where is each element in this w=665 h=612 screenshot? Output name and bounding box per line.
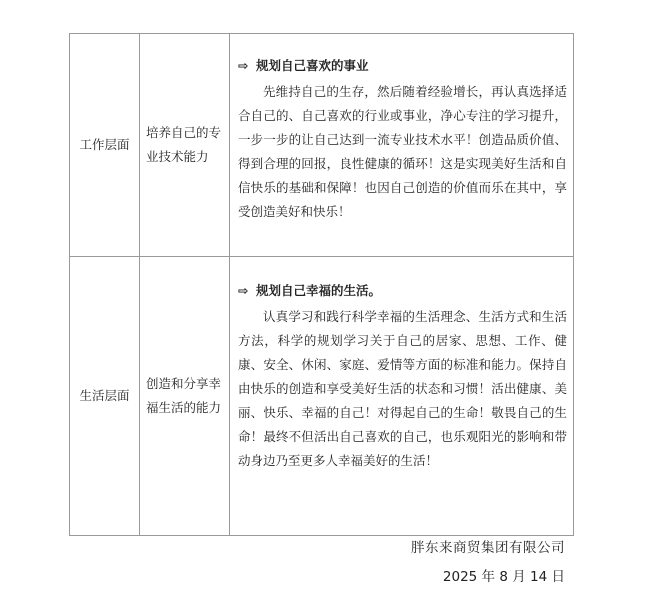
layer-label: 生活层面 <box>79 388 130 403</box>
plan-heading-text: 规划自己喜欢的事业 <box>256 58 369 73</box>
goal-cell <box>140 257 230 536</box>
plan-body: 认真学习和践行科学幸福的生活理念、生活方式和生活方法，科学的规划学习关于自己的居家、思想、工作、健康、安全、休闲、家庭、爱情等方面的标准和能力。保持自由快乐的创造和享受美好生活的状态和习惯！活出健康、美丽、快乐、幸福的自己！对得起自己的生命！敬畏自己的生命！最终不但活出自己喜欢的自己，也乐观阳光的影响和带动身边乃至更多人幸福美好的生活！ <box>238 309 567 468</box>
arrow-right-icon: ⇨ <box>238 283 249 298</box>
goal-cell <box>140 34 230 257</box>
table-row-work <box>70 34 574 257</box>
plan-heading-text: 规划自己幸福的生活。 <box>256 283 382 298</box>
layer-cell <box>70 34 140 257</box>
goal-label: 培养自己的专业技术能力 <box>146 125 222 164</box>
plan-cell <box>230 257 574 536</box>
signature-date: 2025 年 8 月 14 日 <box>442 569 565 585</box>
company-name: 胖东来商贸集团有限公司 <box>411 540 565 556</box>
plan-heading <box>238 279 567 303</box>
plan-body: 先维持自己的生存，然后随着经验增长，再认真选择适合自己的、自己喜欢的行业或事业，净心专注的学习提升，一步一步的让自己达到一流专业技术水平！创造品质价值、得到合理的回报，良性健康的循环！这是实现美好生活和自信快乐的基础和保障！也因自己创造的价值而乐在其中，享受创造美好和快乐！ <box>238 84 567 219</box>
table-row-life <box>70 257 574 536</box>
layer-cell <box>70 257 140 536</box>
goal-label: 创造和分享幸福生活的能力 <box>146 376 222 415</box>
layer-label: 工作层面 <box>79 137 130 152</box>
plan-cell <box>230 34 574 257</box>
arrow-right-icon: ⇨ <box>238 58 249 73</box>
plan-heading <box>238 54 567 78</box>
plan-table <box>69 33 574 536</box>
